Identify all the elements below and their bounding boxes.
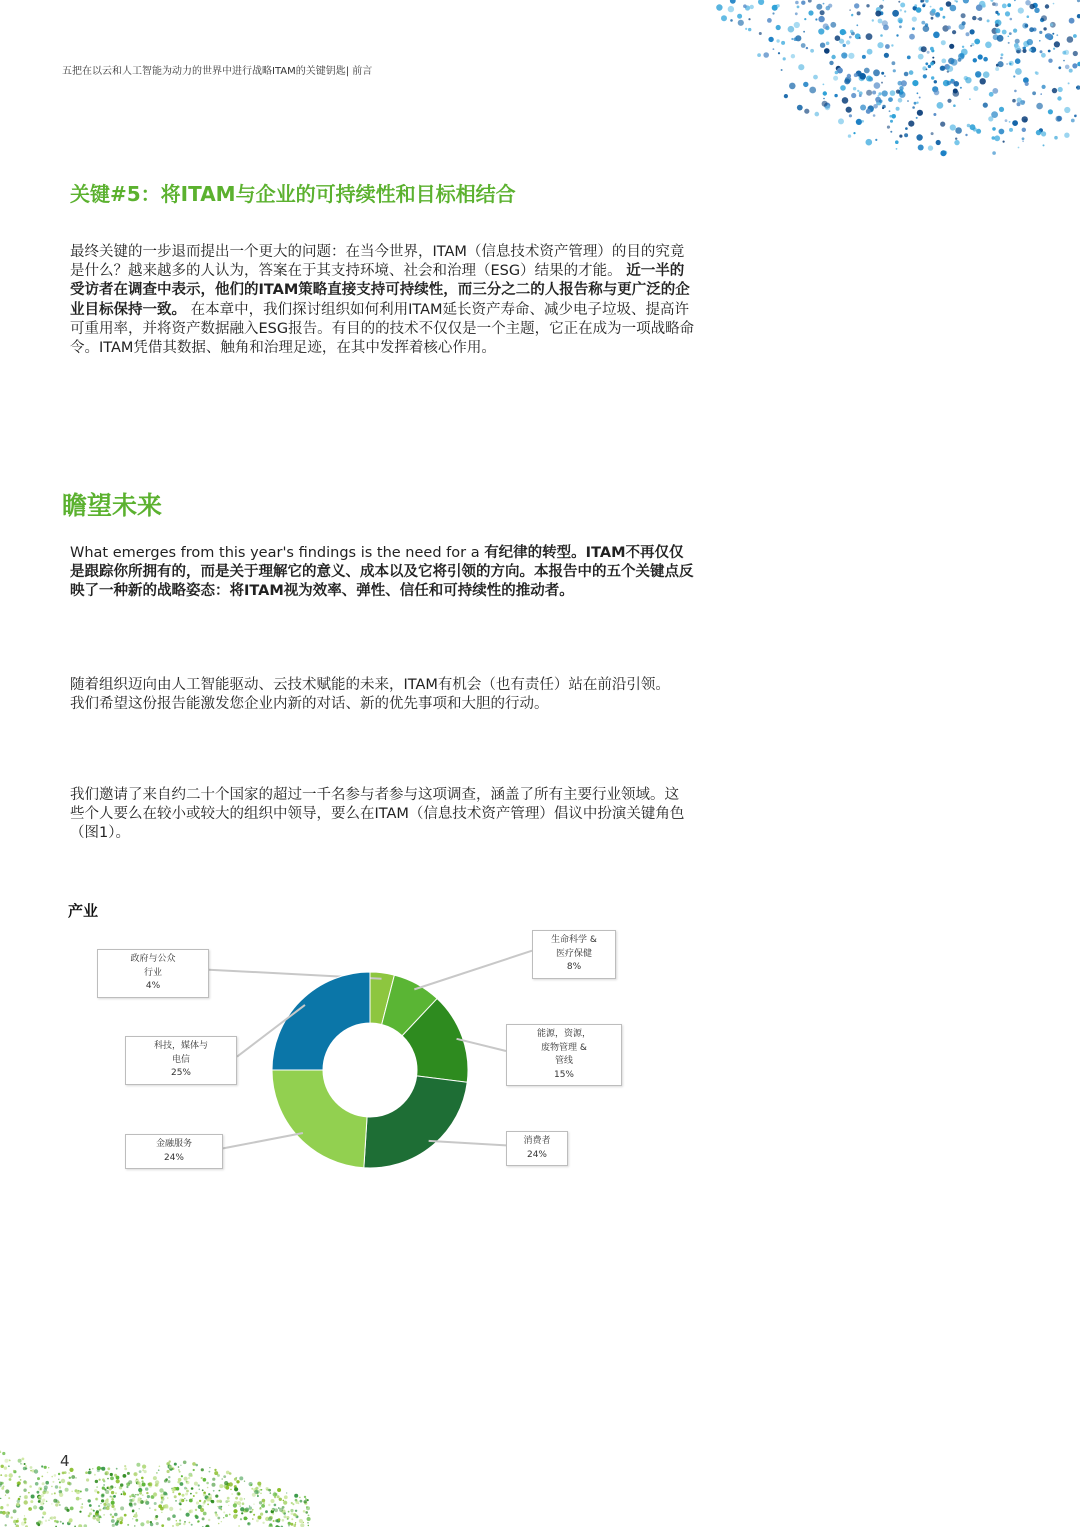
key5-text-1: 最终关键的一步退而提出一个更大的问题：在当今世界，ITAM（信息技术资产管理）的目的究竟是什么？越来越多的人认为，答案在于其支持环境、社会和治理（ESG）结果的才能。 <box>70 244 685 280</box>
donut-slice <box>364 1076 467 1168</box>
future-paragraph-2: 随着组织迈向由人工智能驱动、云技术赋能的未来，ITAM有机会（也有责任）站在前沿引领。我们希望这份报告能激发您企业内新的对话、新的优先事项和大胆的行动。 <box>70 677 670 713</box>
slice-value-label: 24% <box>163 1152 184 1163</box>
callout-leader-line <box>209 970 382 979</box>
slice-label-text: 金融服务 <box>155 1139 192 1149</box>
donut-slice <box>272 1070 367 1168</box>
callout-leader-line <box>223 1133 303 1148</box>
slice-label <box>97 949 209 998</box>
callout-leader-line <box>429 1141 506 1146</box>
donut-slice <box>402 999 468 1083</box>
slice-label <box>506 1131 568 1166</box>
page-number: 4 <box>60 1452 70 1470</box>
donut-slice <box>272 972 370 1070</box>
slice-label-text: 科技，媒体与 电信 <box>153 1041 208 1065</box>
slice-label <box>506 1024 622 1086</box>
slice-label <box>125 1134 223 1169</box>
callout-leader-line <box>237 1005 305 1057</box>
slice-label <box>125 1036 237 1085</box>
dotted-wave-decoration <box>0 1430 320 1527</box>
key5-paragraph <box>70 243 695 358</box>
section-heading-key5: 关键#5：将ITAM与企业的可持续性和目标相结合 <box>70 182 516 206</box>
future-paragraph-1 <box>70 544 695 602</box>
section-heading-future: 瞻望未来 <box>62 491 163 520</box>
slice-value-label: 4% <box>145 981 161 991</box>
slice-label-text: 政府与公众 行业 <box>130 954 176 978</box>
slice-label <box>532 930 616 979</box>
future-text-bold: 有纪律的转型。ITAM不再仅仅是跟踪你所拥有的，而是关于理解它的意义、成本以及它将引领的方向。本报告中的五个关键点反映了一种新的战略姿态：将ITAM视为效率、弹性、信任和可持续性的推动者。 <box>70 545 694 600</box>
key5-text-2: 在本章中，我们探讨组织如何利用ITAM延长资产寿命、减少电子垃圾、提高许可重用率，并将资产数据融入ESG报告。有目的的技术不仅仅是一个主题，它正在成为一项战略命令。ITAM凭借其数据、触角和治理足迹，在其中发挥着核心作用。 <box>70 301 695 357</box>
slice-value-label: 25% <box>170 1068 191 1078</box>
future-text-plain: What emerges from this year's findings is the need for a <box>70 545 485 561</box>
slice-value-label: 8% <box>566 962 582 972</box>
slice-value-label: 15% <box>553 1069 574 1080</box>
chart-title: 产业 <box>68 902 99 920</box>
callout-leader-line <box>414 951 532 990</box>
callout-leader-line <box>457 1039 506 1051</box>
slice-value-label: 24% <box>526 1149 547 1160</box>
donut-slice <box>370 972 394 1024</box>
donut-slice <box>382 975 437 1036</box>
running-header: 五把在以云和人工智能为动力的世界中进行战略ITAM的关键钥匙| 前言 <box>62 66 373 77</box>
slice-label-text: 消费者 <box>523 1136 551 1146</box>
key5-text-bold: 近一半的受访者在调查中表示，他们的ITAM策略直接支持可持续性，而三分之二的人报告称与更广泛的企业目标保持一致。 <box>70 263 690 318</box>
slice-label-text: 生命科学 & 医疗保健 <box>551 935 597 959</box>
slice-label-text: 能源，资源， 废物管理 & 管线 <box>536 1029 591 1066</box>
dotted-globe-decoration <box>0 0 1080 170</box>
future-paragraph-3: 我们邀请了来自约二十个国家的超过一千名参与者参与这项调查，涵盖了所有主要行业领域。这些个人要么在较小或较大的组织中领导，要么在ITAM（信息技术资产管理）倡议中扮演关键角色（图1）。 <box>70 787 685 842</box>
